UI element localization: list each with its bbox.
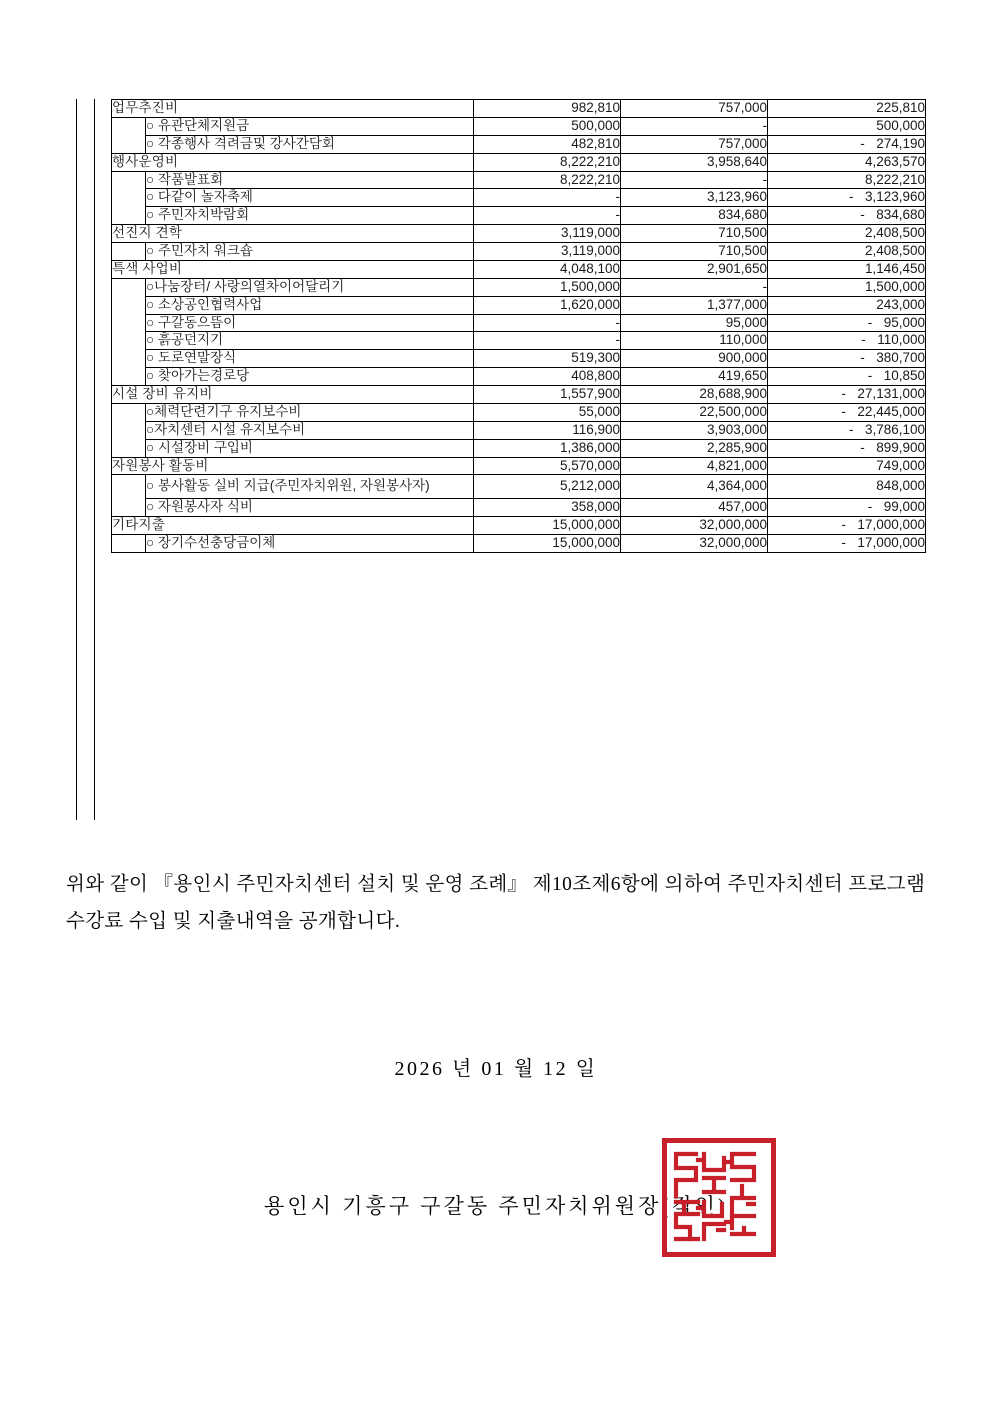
indent-cell bbox=[112, 403, 146, 457]
indent-cell bbox=[112, 117, 146, 153]
amount-cell: 3,903,000 bbox=[621, 421, 768, 439]
amount-cell: - bbox=[621, 278, 768, 296]
amount-cell: - bbox=[474, 332, 621, 350]
amount-cell: 110,000 bbox=[621, 332, 768, 350]
signature-line: 용인시 기흥구 구갈동 주민자치위원장(직인) bbox=[264, 1194, 728, 1218]
table-continuation-rule-outer bbox=[76, 99, 77, 820]
amount-cell: 225,810 bbox=[768, 100, 926, 118]
table-row bbox=[112, 403, 926, 421]
table-row bbox=[112, 117, 926, 135]
amount-cell: 2,901,650 bbox=[621, 260, 768, 278]
amount-cell: - bbox=[474, 189, 621, 207]
amount-cell: 419,650 bbox=[621, 368, 768, 386]
amount-cell: 243,000 bbox=[768, 296, 926, 314]
amount-cell: - 899,900 bbox=[768, 439, 926, 457]
category-label: 특색 사업비 bbox=[112, 260, 474, 278]
amount-cell: 3,123,960 bbox=[621, 189, 768, 207]
amount-cell: 834,680 bbox=[621, 207, 768, 225]
date-line: 2026 년 01 월 12 일 bbox=[394, 1058, 598, 1080]
amount-cell: - 274,190 bbox=[768, 135, 926, 153]
amount-cell: 4,048,100 bbox=[474, 260, 621, 278]
amount-cell: 1,500,000 bbox=[474, 278, 621, 296]
amount-cell: 408,800 bbox=[474, 368, 621, 386]
expenditure-table-wrapper bbox=[111, 99, 925, 553]
amount-cell: 116,900 bbox=[474, 421, 621, 439]
indent-cell bbox=[112, 278, 146, 385]
category-label: 시설 장비 유지비 bbox=[112, 386, 474, 404]
table-row bbox=[112, 135, 926, 153]
amount-cell: 28,688,900 bbox=[621, 386, 768, 404]
amount-cell: 5,212,000 bbox=[474, 475, 621, 499]
table-row bbox=[112, 243, 926, 261]
amount-cell: 1,146,450 bbox=[768, 260, 926, 278]
amount-cell: 8,222,210 bbox=[474, 153, 621, 171]
sub-item-label: ○체력단련기구 유지보수비 bbox=[146, 403, 474, 421]
amount-cell: 2,408,500 bbox=[768, 243, 926, 261]
sub-item-label: ○ 자원봉사자 식비 bbox=[146, 498, 474, 516]
amount-cell: 4,263,570 bbox=[768, 153, 926, 171]
indent-cell bbox=[112, 243, 146, 261]
amount-cell: 8,222,210 bbox=[474, 171, 621, 189]
table-row bbox=[112, 260, 926, 278]
table-row bbox=[112, 100, 926, 118]
amount-cell: 710,500 bbox=[621, 225, 768, 243]
table-row bbox=[112, 189, 926, 207]
amount-cell: - 3,786,100 bbox=[768, 421, 926, 439]
amount-cell: - 22,445,000 bbox=[768, 403, 926, 421]
sub-item-label: ○ 흙공던지기 bbox=[146, 332, 474, 350]
amount-cell: 2,408,500 bbox=[768, 225, 926, 243]
amount-cell: 757,000 bbox=[621, 135, 768, 153]
amount-cell: 848,000 bbox=[768, 475, 926, 499]
table-row bbox=[112, 439, 926, 457]
sub-item-label: ○ 소상공인협력사업 bbox=[146, 296, 474, 314]
indent-cell bbox=[112, 171, 146, 225]
category-label: 업무추진비 bbox=[112, 100, 474, 118]
table-row bbox=[112, 171, 926, 189]
amount-cell: 900,000 bbox=[621, 350, 768, 368]
amount-cell: 15,000,000 bbox=[474, 516, 621, 534]
sub-item-label: ○ 다같이 놀자축제 bbox=[146, 189, 474, 207]
amount-cell: - 17,000,000 bbox=[768, 516, 926, 534]
sub-item-label: ○ 작품발표회 bbox=[146, 171, 474, 189]
table-row bbox=[112, 314, 926, 332]
amount-cell: 358,000 bbox=[474, 498, 621, 516]
sub-item-label: ○나눔장터/ 사랑의열차이어달리기 bbox=[146, 278, 474, 296]
sub-item-label: ○ 도로연말장식 bbox=[146, 350, 474, 368]
amount-cell: - 3,123,960 bbox=[768, 189, 926, 207]
amount-cell: 8,222,210 bbox=[768, 171, 926, 189]
closing-paragraph: 위와 같이 『용인시 주민자치센터 설치 및 운영 조례』 제10조제6항에 의하여 주민자치센터 프로그램 수강료 수입 및 지출내역을 공개합니다. bbox=[66, 874, 926, 933]
amount-cell: - bbox=[474, 207, 621, 225]
amount-cell: 1,386,000 bbox=[474, 439, 621, 457]
table-row bbox=[112, 207, 926, 225]
amount-cell: - 99,000 bbox=[768, 498, 926, 516]
sub-item-label: ○ 시설장비 구입비 bbox=[146, 439, 474, 457]
amount-cell: 500,000 bbox=[474, 117, 621, 135]
table-row bbox=[112, 368, 926, 386]
amount-cell: 457,000 bbox=[621, 498, 768, 516]
amount-cell: 4,364,000 bbox=[621, 475, 768, 499]
amount-cell: 5,570,000 bbox=[474, 457, 621, 475]
sub-item-label: ○ 유관단체지원금 bbox=[146, 117, 474, 135]
table-row bbox=[112, 421, 926, 439]
table-row bbox=[112, 225, 926, 243]
category-label: 자원봉사 활동비 bbox=[112, 457, 474, 475]
amount-cell: 1,377,000 bbox=[621, 296, 768, 314]
sub-item-label: ○ 봉사활동 실비 지급(주민자치위원, 자원봉사자) bbox=[146, 475, 474, 499]
amount-cell: 982,810 bbox=[474, 100, 621, 118]
amount-cell: - 95,000 bbox=[768, 314, 926, 332]
amount-cell: 1,557,900 bbox=[474, 386, 621, 404]
amount-cell: 757,000 bbox=[621, 100, 768, 118]
expenditure-table bbox=[111, 99, 926, 553]
amount-cell: 95,000 bbox=[621, 314, 768, 332]
category-label: 선진지 견학 bbox=[112, 225, 474, 243]
table-row bbox=[112, 534, 926, 552]
sub-item-label: ○ 장기수선충당금이체 bbox=[146, 534, 474, 552]
table-row bbox=[112, 278, 926, 296]
amount-cell: 749,000 bbox=[768, 457, 926, 475]
amount-cell: 4,821,000 bbox=[621, 457, 768, 475]
sub-item-label: ○ 각종행사 격려금및 강사간담회 bbox=[146, 135, 474, 153]
amount-cell: 32,000,000 bbox=[621, 534, 768, 552]
amount-cell: 500,000 bbox=[768, 117, 926, 135]
amount-cell: - bbox=[474, 314, 621, 332]
amount-cell: 32,000,000 bbox=[621, 516, 768, 534]
expenditure-table-body bbox=[112, 100, 926, 553]
table-row bbox=[112, 332, 926, 350]
indent-cell bbox=[112, 475, 146, 516]
table-row bbox=[112, 516, 926, 534]
table-row bbox=[112, 475, 926, 499]
amount-cell: 1,500,000 bbox=[768, 278, 926, 296]
category-label: 기타지출 bbox=[112, 516, 474, 534]
indent-cell bbox=[112, 534, 146, 552]
sub-item-label: ○ 주민자치 워크숍 bbox=[146, 243, 474, 261]
amount-cell: - bbox=[621, 117, 768, 135]
sub-item-label: ○ 찾아가는경로당 bbox=[146, 368, 474, 386]
table-continuation-rule-inner bbox=[94, 99, 95, 820]
amount-cell: - 110,000 bbox=[768, 332, 926, 350]
amount-cell: 710,500 bbox=[621, 243, 768, 261]
amount-cell: 3,958,640 bbox=[621, 153, 768, 171]
amount-cell: 15,000,000 bbox=[474, 534, 621, 552]
amount-cell: - bbox=[621, 171, 768, 189]
amount-cell: 55,000 bbox=[474, 403, 621, 421]
sub-item-label: ○ 주민자치박람회 bbox=[146, 207, 474, 225]
table-row bbox=[112, 350, 926, 368]
table-row bbox=[112, 153, 926, 171]
amount-cell: 1,620,000 bbox=[474, 296, 621, 314]
table-row bbox=[112, 498, 926, 516]
table-row bbox=[112, 386, 926, 404]
sub-item-label: ○ 구갈동으뜸이 bbox=[146, 314, 474, 332]
amount-cell: 519,300 bbox=[474, 350, 621, 368]
amount-cell: - 17,000,000 bbox=[768, 534, 926, 552]
official-seal-stamp bbox=[662, 1138, 776, 1257]
amount-cell: - 27,131,000 bbox=[768, 386, 926, 404]
amount-cell: - 380,700 bbox=[768, 350, 926, 368]
amount-cell: 3,119,000 bbox=[474, 243, 621, 261]
amount-cell: - 10,850 bbox=[768, 368, 926, 386]
amount-cell: 482,810 bbox=[474, 135, 621, 153]
sub-item-label: ○자치센터 시설 유지보수비 bbox=[146, 421, 474, 439]
amount-cell: - 834,680 bbox=[768, 207, 926, 225]
table-row bbox=[112, 296, 926, 314]
category-label: 행사운영비 bbox=[112, 153, 474, 171]
amount-cell: 22,500,000 bbox=[621, 403, 768, 421]
amount-cell: 2,285,900 bbox=[621, 439, 768, 457]
table-row bbox=[112, 457, 926, 475]
amount-cell: 3,119,000 bbox=[474, 225, 621, 243]
